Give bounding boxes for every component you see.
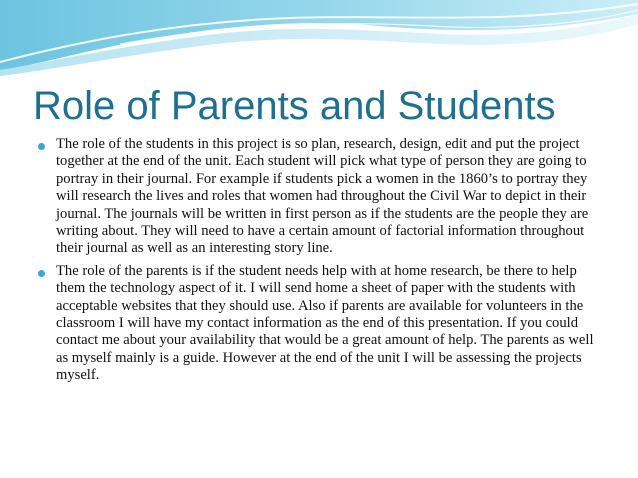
bullet-text-parents: The role of the parents is if the student needs help with at home research, be there to help them the technology aspect of it. I will send home a sheet of paper with the students with acceptable websites that they should use. Also if parents are available for volunteers in the classroom I will have my contact information as the end of this presentation. If you could contact me about your availability that would be a great amount of help. The parents as well as myself mainly is a guide. However at the end of the unit I will be assessing the projects myself. — [56, 262, 594, 384]
bullet-text-students: The role of the students in this project is so plan, research, design, edit and put the project together at the end of the unit. Each student will pick what type of person they are going to portray in their journal. For example if students pick a women in the 1860’s to portray they will research the lives and roles that women had throughout the Civil War to depict in their journal. The journals will be written in first person as if the students are the people they are writing about. They will need to have a certain amount of factorial information throughout their journal as well as an interesting story line. — [56, 136, 589, 257]
bullet-dot-icon — [38, 143, 45, 150]
bullet-dot-icon — [38, 270, 45, 277]
bullet-item-students — [36, 136, 602, 258]
bullet-item-parents — [36, 263, 602, 385]
bullet-list — [36, 136, 602, 390]
slide-title: Role of Parents and Students — [33, 84, 556, 128]
header-wave-decoration — [0, 0, 638, 80]
